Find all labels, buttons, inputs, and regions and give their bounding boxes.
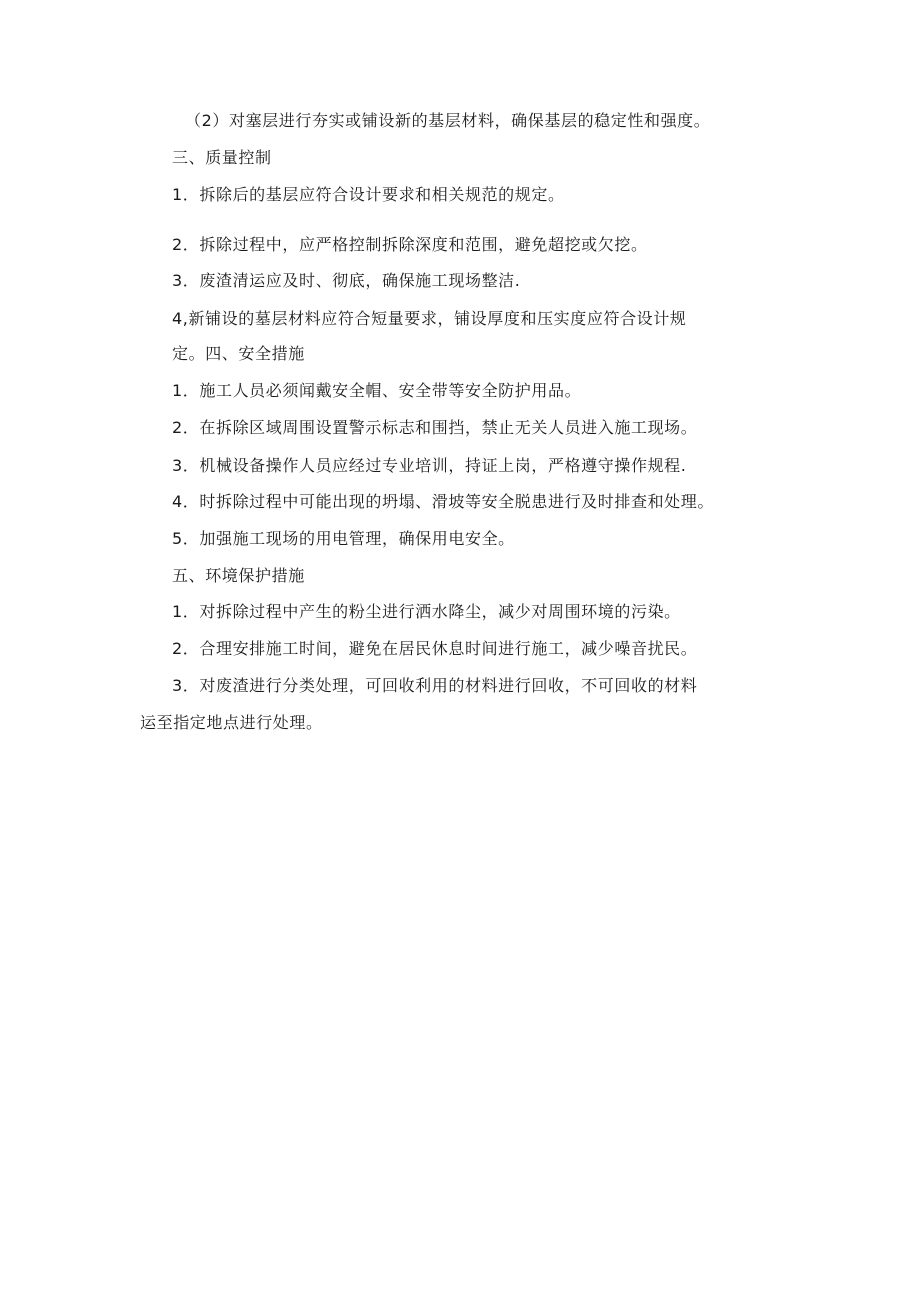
list-item-environment-2: 2．合理安排施工时间，避免在居民休息时间进行施工，减少噪音扰民。	[172, 639, 698, 658]
list-item-safety-3: 3．机械设备操作人员应经过专业培训，持证上岗，严格遵守操作规程.	[172, 456, 687, 475]
list-item-environment-1: 1．对拆除过程中产生的粉尘进行洒水降尘，减少对周围环境的污染。	[172, 602, 681, 621]
list-item-quality-4-continued-and-heading-safety: 定。四、安全措施	[172, 344, 305, 363]
list-item-quality-4: 4,新铺设的墓层材料应符合短量要求，铺设厚度和压实度应符合设计规	[172, 309, 687, 328]
heading-environmental-protection: 五、环境保护措施	[172, 566, 305, 585]
list-item-safety-1: 1．施工人员必须闻戴安全帽、安全带等安全防护用品。	[172, 381, 582, 400]
list-item-safety-5: 5．加强施工现场的用电管理，确保用电安全。	[172, 529, 515, 548]
list-item-safety-4: 4．时拆除过程中可能出现的坍塌、滑坡等安全脱患进行及时排查和处理。	[172, 492, 714, 511]
list-item-environment-3: 3．对废渣进行分类处理，可回收利用的材料进行回收，不可回收的材料	[172, 676, 698, 695]
list-item-safety-2: 2．在拆除区域周围设置警示标志和围挡，禁止无关人员进入施工现场。	[172, 418, 698, 437]
list-item-quality-1: 1．拆除后的基层应符合设计要求和相关规范的规定。	[172, 185, 565, 204]
list-item-environment-3-continued: 运至指定地点进行处理。	[140, 713, 323, 732]
heading-quality-control: 三、质量控制	[172, 148, 272, 167]
list-item-quality-2: 2．拆除过程中，应严格控制拆除深度和范围，避免超挖或欠挖。	[172, 235, 648, 254]
paragraph-base-compaction: （2）对塞层进行夯实或铺设新的基层材料，确保基层的稳定性和强度。	[185, 111, 711, 130]
list-item-quality-3: 3．废渣清运应及时、彻底，确保施工现场整洁.	[172, 271, 521, 290]
